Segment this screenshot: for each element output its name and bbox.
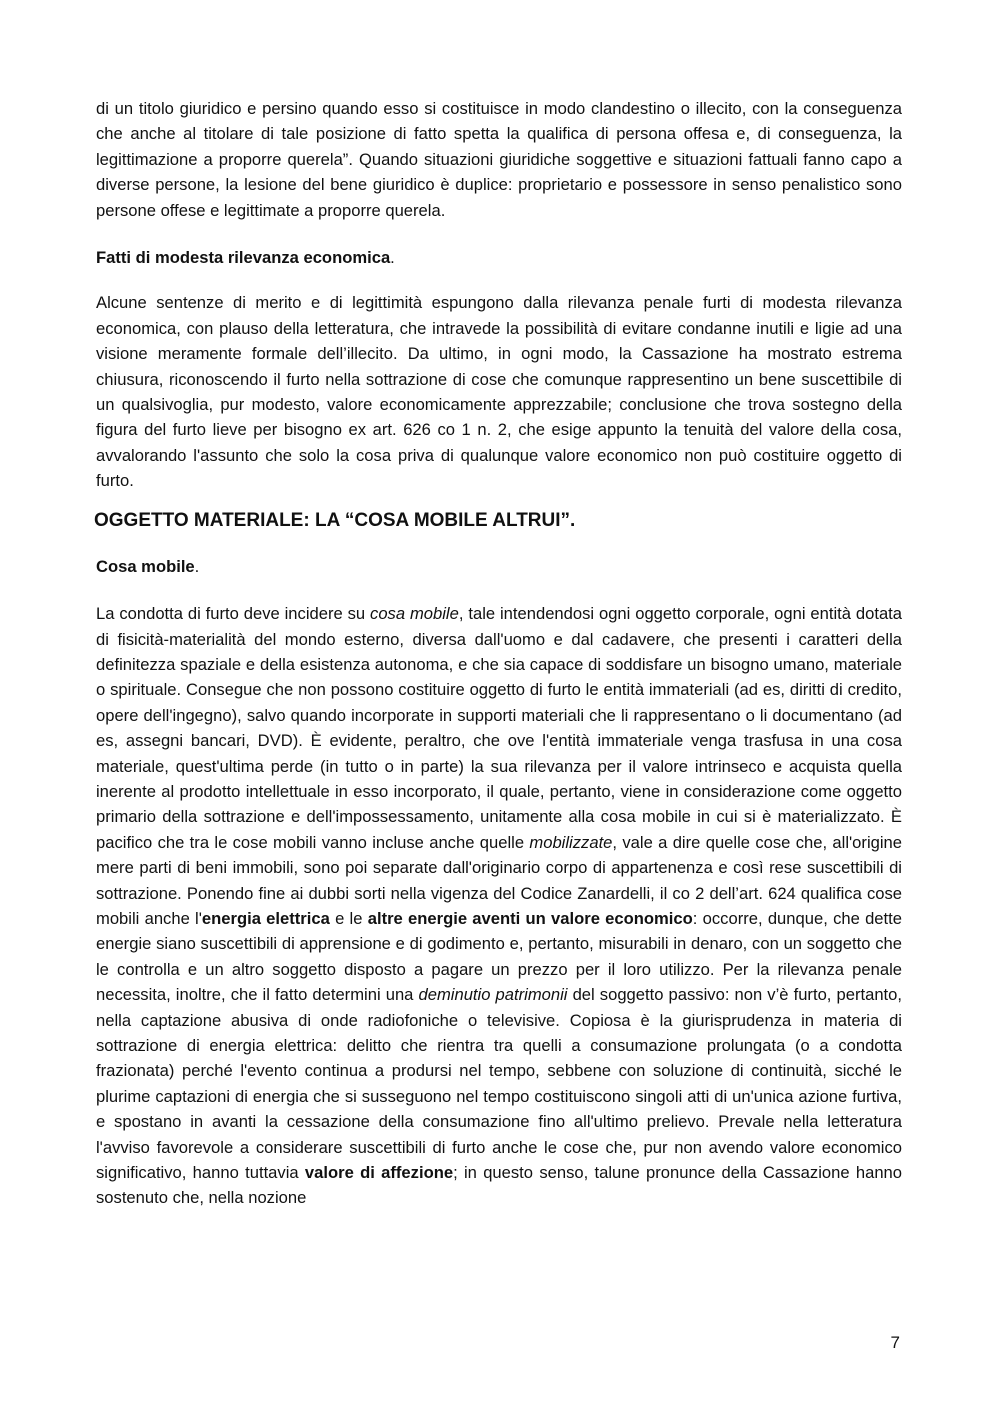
text-run: ; in questo senso, talune pronunce della Cassazione hanno sostenuto che, nella nozione bbox=[96, 1163, 903, 1208]
text-run: , vale a dire quelle cose che, all'origine mere parti di beni immobili, sono poi separate dall'originario corpo di appartenenza e così rese suscettibili di sottrazione. Ponendo fine ai dubbi sorti nella vigenza del Codice Zanardelli, il co 2 dell’art. 624 qualifica cose mobili anche l' bbox=[96, 832, 903, 928]
subheading-bold-text: Fatti di modesta rilevanza economica bbox=[96, 248, 391, 268]
text-run: e le bbox=[329, 908, 368, 928]
text-run: : occorre, dunque, che dette energie siano suscettibili di apprensione e di godimento e, pertanto, misurabili in denaro, con un soggetto che le controlla e un altro soggetto disposto a pagare un prezzo per il loro utilizzo. Per la rilevanza penale necessita, inoltre, che il fatto determini una bbox=[96, 908, 902, 1005]
bold-term: energia elettrica bbox=[201, 908, 330, 928]
subheading-period: . bbox=[390, 248, 395, 268]
subheading-period: . bbox=[194, 556, 200, 576]
page-number: 7 bbox=[890, 1333, 900, 1352]
text-run: La condotta di furto deve incidere su bbox=[96, 604, 371, 624]
italic-term: mobilizzate bbox=[529, 832, 613, 852]
text-run: , tale intendendosi ogni oggetto corporale, ogni entità dotata di fisicità-materialità del mondo esterno, diversa dall'uomo e dal cadavere, che presenti i caratteri della definitezza spaziale e della esistenza autonoma, e che sia capace di soddisfare un bisogno umano, materiale o spirituale. Consegue che non possono costituire oggetto di furto le entità immateriali (ad es, diritti di credito, opere dell'ingegno), salvo quando incorporate in supporti materiali che li rappresentano o li documentano (ad es, assegni bancari, DVD). È evidente, peraltro, che ove l'entità immateriale venga trasfusa in una cosa materiale, quest'ultima perde (in tutto o in parte) la sua rilevanza per il valore intrinseco e acquista quella inerente al prodotto intellettuale in esso incorporato, il quale, pertanto, viene in considerazione come oggetto primario della sottrazione e dell'impossessamento, unitamente alla cosa mobile in cui si è materializzato. È pacifico che tra le cose mobili vanno incluse anche quelle bbox=[96, 604, 903, 852]
paragraph-modesta-rilevanza: Alcune sentenze di merito e di legittimità espungono dalla rilevanza penale furti di modesta rilevanza economica, con plauso della letteratura, che intravede la possibilità di evitare condanne inutili e ligie ad una visione meramente formale dell’illecito. Da ultimo, in ogni modo, la Cassazione ha mostrato estrema chiusura, riconoscendo il furto nella sottrazione di cose che comunque rappresentino un bene suscettibile di un qualsivoglia, pur modesto, valore economicamente apprezzabile; conclusione che trova sostegno della figura del furto lieve per bisogno ex art. 626 co 1 n. 2, che esige appunto la tenuità del valore della cosa, avvalorando l'assunto che solo la cosa priva di qualunque valore economico non può costituire oggetto di furto. bbox=[96, 293, 902, 491]
subheading-bold-text: Cosa mobile bbox=[96, 556, 195, 576]
italic-term: cosa mobile bbox=[370, 604, 459, 624]
paragraph-cosa-mobile bbox=[96, 601, 902, 1211]
bold-term: altre energie aventi un valore economico bbox=[367, 908, 693, 928]
italic-term: deminutio patrimonii bbox=[418, 985, 568, 1005]
document-page bbox=[96, 96, 902, 1211]
subheading-cosa-mobile bbox=[96, 554, 902, 579]
section-heading-oggetto-materiale: OGGETTO MATERIALE: LA “COSA MOBILE ALTRUI”. bbox=[94, 509, 576, 531]
text-run: del soggetto passivo: non v’è furto, pertanto, nella captazione abusiva di onde radiofoniche o televisive. Copiosa è la giurisprudenza in materia di sottrazione di energia elettrica: delitto che rientra tra quelli a consumazione prolungata (o a condotta frazionata) perché l'evento continua a prodursi nel tempo, sebbene con soluzione di continuità, sicché le plurime captazioni di energia che si susseguono nel tempo costituiscono singoli atti di un'unica azione furtiva, e spostano in avanti la cessazione della consumazione fino all'ultimo prelievo. Prevale nella letteratura l'avviso favorevole a considerare suscettibili di furto anche le cose che, pur non avendo valore economico significativo, hanno tuttavia bbox=[96, 985, 903, 1183]
paragraph-querela: di un titolo giuridico e persino quando esso si costituisce in modo clandestino o illecito, con la conseguenza che anche al titolare di tale posizione di fatto spetta la qualifica di persona offesa e, di conseguenza, la legittimazione a proporre querela”. Quando situazioni giuridiche soggettive e situazioni fattuali fanno capo a diverse persone, la lesione del bene giuridico è duplice: proprietario e possessore in senso penalistico sono persone offese e legittimate a proporre querela. bbox=[96, 99, 902, 220]
subheading-modesta-rilevanza bbox=[96, 245, 902, 270]
bold-term: valore di affezione bbox=[304, 1163, 454, 1183]
